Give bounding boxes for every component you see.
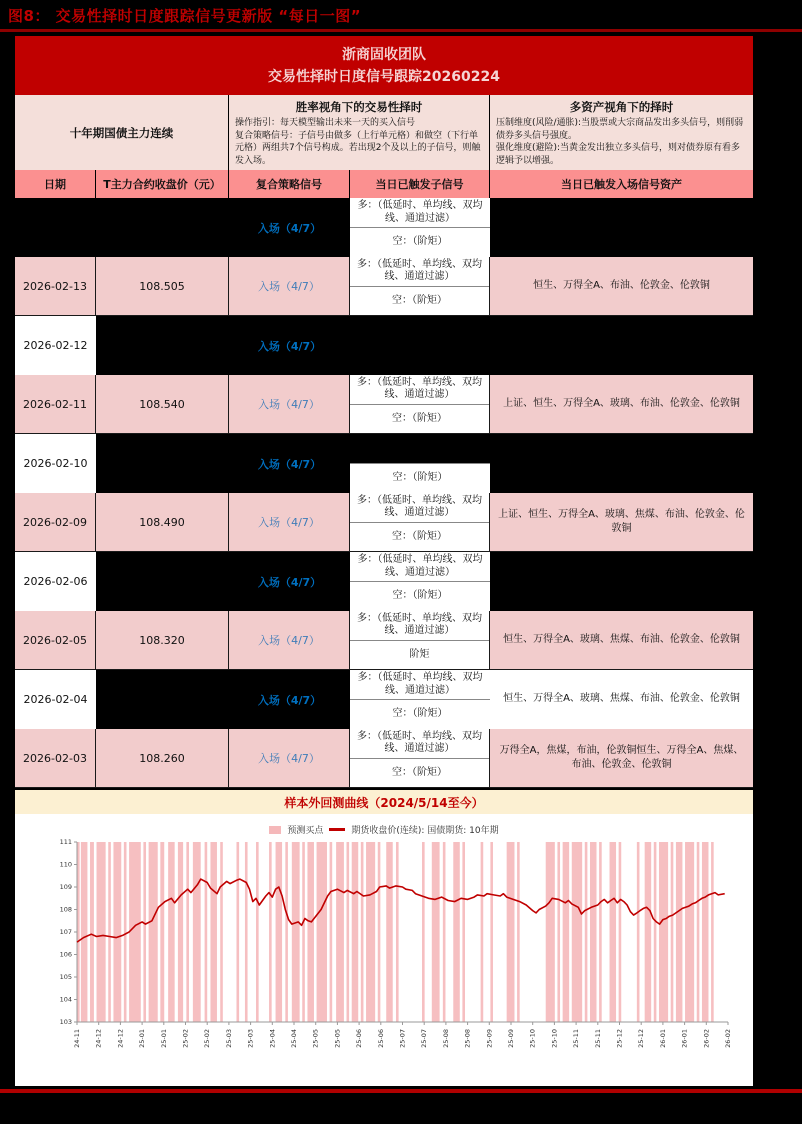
asset-list-text: 万得全A，焦煤，布油，伦敦铜恒生、万得全A、焦煤、布油、伦敦金、伦敦铜 (499, 744, 744, 770)
row-sub-signals (350, 493, 490, 552)
row-date: 2026-02-13 (15, 257, 96, 316)
row-triggered-assets (490, 729, 753, 788)
x-tick-label: 25-03 (224, 1029, 233, 1048)
sub-signal-short: 空：（阶矩） (392, 236, 448, 248)
row-composite-signal (229, 493, 350, 552)
x-tick-label: 25-09 (485, 1029, 494, 1048)
row-date: 2026-02-06 (15, 552, 96, 611)
winrate-note-1: 操作指引：每天模型输出未来一天的买入信号 (235, 118, 416, 128)
group-header-winrate (229, 95, 490, 170)
backtest-line-chart (15, 836, 753, 1071)
entry-signal-label: 入场（4/7） (258, 516, 320, 529)
buy-point-band (108, 842, 111, 1022)
buy-point-band (702, 842, 709, 1022)
buy-point-band (186, 842, 189, 1022)
buy-point-band (269, 842, 272, 1022)
col-header-date: 日期 (15, 170, 96, 198)
x-tick-label: 25-03 (246, 1029, 255, 1048)
buy-point-band (220, 842, 223, 1022)
buy-point-band (256, 842, 259, 1022)
asset-list-text: 恒生、万得全A、玻璃、焦煤、布油、伦敦金、伦敦铜 (503, 693, 740, 705)
row-sub-signals (350, 375, 490, 434)
x-tick-label: 25-10 (528, 1029, 537, 1048)
x-tick-label: 26-01 (680, 1029, 689, 1048)
buy-point-band (610, 842, 617, 1022)
x-tick-label: 26-02 (702, 1029, 711, 1048)
sub-signal-long: 多：（低延时、单均线、双均线、通道过滤） (350, 198, 490, 228)
buy-point-band (645, 842, 652, 1022)
team-name: 浙商固收团队 (342, 46, 426, 63)
entry-signal-label: 入场（4/7） (257, 575, 322, 589)
buy-point-band (659, 842, 668, 1022)
asset-list-text: 上证、恒生、万得全A、玻璃、布油、伦敦金、伦敦铜 (503, 397, 740, 409)
table-row (15, 257, 753, 316)
row-close-price: 108.540 (96, 375, 229, 434)
col-header-price: T主力合约收盘价（元） (96, 170, 229, 198)
buy-point-band (517, 842, 520, 1022)
x-tick-label: 25-05 (333, 1029, 342, 1048)
backtest-banner: 样本外回测曲线（2024/5/14至今） (15, 790, 753, 814)
table-row (15, 670, 753, 729)
row-sub-signals (350, 552, 490, 611)
x-tick-label: 25-12 (615, 1029, 624, 1048)
row-date: 2026-02-12 (15, 316, 96, 375)
row-composite-signal (229, 552, 350, 611)
table-column-headers (15, 170, 753, 198)
buy-point-band (490, 842, 493, 1022)
sub-signal-long: 多：（低延时、单均线、双均线、通道过滤） (350, 257, 489, 287)
row-triggered-assets (490, 493, 753, 552)
buy-point-band (160, 842, 164, 1022)
buy-point-band (396, 842, 399, 1022)
title-divider (0, 29, 802, 32)
buy-point-band (671, 842, 674, 1022)
buy-point-band (236, 842, 239, 1022)
y-tick-label: 107 (59, 928, 72, 937)
row-close-price (96, 316, 229, 375)
group-header-multiasset (490, 95, 753, 170)
sub-signal-long: 多：（低延时、单均线、双均线、通道过滤） (350, 375, 489, 405)
x-tick-label: 25-08 (441, 1029, 450, 1048)
row-triggered-assets (490, 257, 753, 316)
asset-list-text: 恒生、万得全A、玻璃、焦煤、布油、伦敦金、伦敦铜 (503, 633, 740, 645)
table-row (15, 198, 753, 257)
x-tick-label: 25-05 (311, 1029, 320, 1048)
row-composite-signal (229, 257, 350, 316)
row-date (15, 198, 96, 257)
x-tick-label: 25-06 (376, 1029, 385, 1048)
buy-point-band (697, 842, 700, 1022)
row-close-price: 108.260 (96, 729, 229, 788)
y-tick-label: 110 (59, 860, 72, 869)
y-tick-label: 111 (59, 838, 72, 847)
buy-point-band (330, 842, 333, 1022)
buy-point-band (386, 842, 393, 1022)
x-tick-label: 25-06 (355, 1029, 364, 1048)
buy-point-band (143, 842, 146, 1022)
buy-point-band (557, 842, 560, 1022)
row-composite-signal (229, 316, 350, 375)
col-header-assets: 当日已触发入场信号资产 (561, 178, 682, 191)
price-line-swatch (329, 828, 345, 831)
sub-signal-long: 多：（低延时、单均线、双均线、通道过滤） (350, 729, 489, 759)
row-triggered-assets (490, 670, 753, 729)
x-tick-label: 24-11 (73, 1029, 81, 1048)
buy-point-band (124, 842, 127, 1022)
sub-signal-long: 多：（低延时、单均线、双均线、通道过滤） (350, 493, 489, 523)
row-close-price: 108.320 (96, 611, 229, 670)
buy-point-band (81, 842, 88, 1022)
sub-signal-long: 多：（低延时、单均线、双均线、通道过滤） (350, 611, 489, 641)
row-triggered-assets (490, 316, 753, 375)
buy-point-band (361, 842, 364, 1022)
buy-point-band (210, 842, 217, 1022)
buy-point-band (302, 842, 305, 1022)
buy-point-band (336, 842, 344, 1022)
daily-signal-sheet (15, 36, 753, 1086)
y-tick-label: 106 (59, 950, 72, 959)
entry-signal-label: 入场（4/7） (258, 398, 320, 411)
legend-label-buy: 预测买点 (287, 826, 324, 836)
buy-point-band (432, 842, 440, 1022)
buy-point-band (590, 842, 597, 1022)
x-tick-label: 25-12 (637, 1029, 646, 1048)
row-date: 2026-02-10 (15, 434, 96, 493)
buy-point-band (507, 842, 515, 1022)
x-tick-label: 25-09 (507, 1029, 515, 1048)
figure-title: 图8： 交易性择时日度跟踪信号更新版 “每日一图” (8, 7, 362, 25)
winrate-note-2: 复合策略信号：子信号由做多（上行单元格）和做空（下行单元格）两组共7个信号构成。若出现2个及以上的子信号，则触发入场。 (235, 130, 481, 166)
buy-point-band (168, 842, 175, 1022)
buy-point-band (599, 842, 602, 1022)
sub-signal-short: 阶矩 (409, 648, 430, 660)
row-composite-signal (229, 375, 350, 434)
entry-signal-label: 入场（4/7） (258, 634, 320, 647)
buy-point-band (113, 842, 121, 1022)
row-sub-signals (350, 316, 490, 375)
x-tick-label: 26-01 (658, 1029, 667, 1048)
sub-signal-short: 空：（阶矩） (350, 463, 490, 493)
buy-point-swatch (269, 826, 281, 834)
asset-list-text: 恒生、万得全A、布油、伦敦金、伦敦铜 (533, 279, 710, 291)
table-row (15, 493, 753, 552)
x-tick-label: 25-02 (181, 1029, 190, 1048)
buy-point-band (462, 842, 465, 1022)
sub-signal-short: 空：（阶矩） (392, 530, 447, 542)
x-tick-label: 25-04 (268, 1029, 277, 1048)
buy-point-band (711, 842, 714, 1022)
buy-point-band (347, 842, 350, 1022)
buy-point-band (546, 842, 555, 1022)
row-close-price: 108.505 (96, 257, 229, 316)
x-tick-label: 25-07 (398, 1029, 407, 1048)
row-date: 2026-02-09 (15, 493, 96, 552)
legend-label-price: 期货收盘价(连续): 国债期货: 10年期 (351, 826, 499, 836)
multiasset-note-2: 强化维度(避险):当黄金发出独立多头信号，则对债券原有看多逻辑予以增强。 (496, 143, 741, 166)
y-tick-label: 104 (59, 995, 72, 1004)
row-close-price (96, 552, 229, 611)
x-tick-label: 25-11 (593, 1029, 602, 1048)
buy-point-band (572, 842, 582, 1022)
buy-point-band (317, 842, 327, 1022)
row-sub-signals (350, 729, 490, 788)
row-sub-signals (350, 611, 490, 670)
table-row (15, 375, 753, 434)
group-header-contract: 十年期国债主力连续 (15, 95, 229, 170)
sub-signal-short: 空：（阶矩） (392, 708, 448, 720)
buy-point-band (637, 842, 640, 1022)
table-row (15, 316, 753, 375)
entry-signal-label: 入场（4/7） (257, 693, 322, 707)
row-sub-signals (350, 434, 490, 493)
table-row (15, 611, 753, 670)
row-triggered-assets (490, 434, 753, 493)
buy-point-band (443, 842, 446, 1022)
row-close-price (96, 198, 229, 257)
buy-point-band (245, 842, 248, 1022)
multiasset-title: 多资产视角下的择时 (569, 100, 674, 114)
col-header-subsignal: 当日已触发子信号 (350, 170, 490, 198)
x-tick-label: 25-01 (159, 1029, 168, 1048)
sub-signal-short: 空：（阶矩） (392, 590, 448, 602)
buy-point-band (292, 842, 300, 1022)
x-tick-label: 25-11 (572, 1029, 581, 1048)
buy-point-band (193, 842, 201, 1022)
row-triggered-assets (490, 198, 753, 257)
backtest-chart-panel (15, 814, 753, 1086)
table-row (15, 552, 753, 611)
buy-point-band (563, 842, 570, 1022)
row-date: 2026-02-11 (15, 375, 96, 434)
sub-signal-long (350, 434, 490, 463)
buy-point-band (90, 842, 94, 1022)
buy-point-band (149, 842, 158, 1022)
buy-point-band (378, 842, 381, 1022)
entry-signal-label: 入场（4/7） (257, 221, 322, 235)
buy-point-band (276, 842, 283, 1022)
sub-signal-short: 空：（阶矩） (392, 412, 447, 424)
entry-signal-label: 入场（4/7） (258, 752, 320, 765)
row-close-price (96, 434, 229, 493)
row-sub-signals (350, 670, 490, 729)
multiasset-note-1: 压制维度(风险/通胀):当股票或大宗商品发出多头信号，则削弱债券多头信号强度。 (496, 118, 744, 141)
buy-point-band (352, 842, 359, 1022)
bottom-divider (0, 1089, 802, 1093)
buy-point-band (676, 842, 683, 1022)
x-tick-label: 24-12 (94, 1029, 103, 1048)
row-close-price: 108.490 (96, 493, 229, 552)
table-group-header (15, 95, 753, 170)
buy-point-band (366, 842, 375, 1022)
sub-signal-short: 空：（阶矩） (392, 294, 447, 306)
y-tick-label: 103 (59, 1018, 72, 1027)
buy-point-band (619, 842, 622, 1022)
sub-signal-short: 空：（阶矩） (392, 766, 447, 778)
row-composite-signal (229, 729, 350, 788)
row-sub-signals (350, 257, 490, 316)
buy-point-band (97, 842, 106, 1022)
row-composite-signal (229, 434, 350, 493)
x-tick-label: 25-02 (203, 1029, 212, 1048)
x-tick-label: 25-01 (138, 1029, 147, 1048)
buy-point-band (205, 842, 208, 1022)
sub-signal-long: 多：（低延时、单均线、双均线、通道过滤） (350, 670, 490, 700)
buy-point-band (307, 842, 314, 1022)
x-tick-label: 25-10 (550, 1029, 559, 1048)
row-sub-signals (350, 198, 490, 257)
row-triggered-assets (490, 375, 753, 434)
x-tick-label: 24-12 (116, 1029, 125, 1048)
y-tick-label: 109 (59, 883, 72, 892)
buy-point-band (481, 842, 484, 1022)
x-tick-label: 25-08 (463, 1029, 472, 1048)
chart-legend (15, 814, 753, 836)
buy-point-band (453, 842, 460, 1022)
row-composite-signal (229, 198, 350, 257)
y-tick-label: 108 (59, 905, 72, 914)
banner-subtitle: 交易性择时日度信号跟踪20260224 (268, 68, 500, 85)
x-tick-label: 26-02 (724, 1029, 732, 1048)
team-banner (15, 36, 753, 95)
row-date: 2026-02-04 (15, 670, 96, 729)
buy-point-band (654, 842, 657, 1022)
row-triggered-assets (490, 552, 753, 611)
x-tick-label: 25-04 (290, 1029, 298, 1048)
entry-signal-label: 入场（4/7） (257, 457, 322, 471)
row-triggered-assets (490, 611, 753, 670)
row-composite-signal (229, 670, 350, 729)
row-composite-signal (229, 611, 350, 670)
row-date: 2026-02-03 (15, 729, 96, 788)
x-tick-label: 25-07 (420, 1029, 429, 1048)
buy-point-band (129, 842, 141, 1022)
table-row (15, 729, 753, 788)
col-header-signal: 复合策略信号 (229, 170, 350, 198)
table-row (15, 434, 753, 493)
row-close-price (96, 670, 229, 729)
buy-point-band (285, 842, 288, 1022)
buy-point-band (685, 842, 694, 1022)
y-tick-label: 105 (59, 973, 72, 982)
buy-point-band (422, 842, 425, 1022)
sub-signal-long: 多：（低延时、单均线、双均线、通道过滤） (350, 552, 490, 582)
buy-point-band (585, 842, 588, 1022)
entry-signal-label: 入场（4/7） (258, 280, 320, 293)
row-date: 2026-02-05 (15, 611, 96, 670)
asset-list-text: 上证、恒生、万得全A、玻璃、焦煤、布油、伦敦金、伦敦铜 (498, 508, 745, 534)
entry-signal-label: 入场（4/7） (257, 339, 322, 353)
buy-point-band (178, 842, 183, 1022)
signal-table-body (15, 198, 753, 788)
winrate-title: 胜率视角下的交易性择时 (295, 100, 423, 114)
